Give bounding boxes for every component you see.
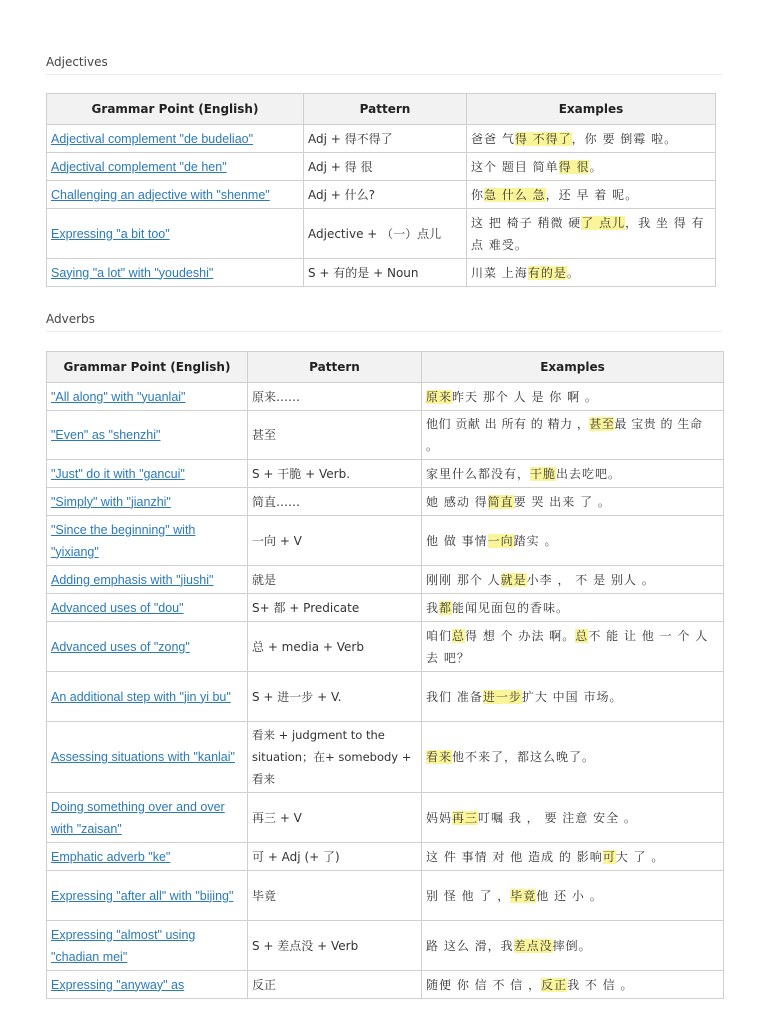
example-cell: 别 怪 他 了 ，毕竟他 还 小 。 — [422, 871, 724, 921]
pattern-cell: 原来…… — [248, 383, 422, 411]
grammar-point-link[interactable]: Doing something over and over with "zaisan" — [51, 799, 225, 836]
table-row — [47, 971, 724, 999]
pattern-cell: 看来 + judgment to the situation；在+ somebody + 看来 — [248, 722, 422, 793]
table-row — [47, 460, 724, 488]
section-title-adverbs: Adverbs — [46, 312, 95, 326]
table-row — [47, 843, 724, 871]
highlight: 总 — [575, 628, 589, 643]
pattern-cell: S + 进一步 + V. — [248, 672, 422, 722]
grammar-point-link[interactable]: An additional step with "jin yi bu" — [51, 689, 231, 704]
pattern-cell: Adjective + （一）点儿 — [304, 209, 467, 259]
header-grammar-point: Grammar Point (English) — [47, 352, 248, 383]
table-row — [47, 516, 724, 566]
example-cell: 路 这么 滑，我差点没摔倒。 — [422, 921, 724, 971]
highlight: 都 — [439, 600, 453, 615]
table-row — [47, 921, 724, 971]
example-cell: 随便 你 信 不 信 ，反正我 不 信 。 — [422, 971, 724, 999]
section-divider — [46, 331, 722, 332]
adjectives-table — [46, 93, 716, 287]
highlight: 可 — [602, 849, 616, 864]
pattern-cell: S + 有的是 + Noun — [304, 259, 467, 287]
highlight: 有的是 — [527, 265, 567, 280]
highlight: 原来 — [426, 389, 453, 404]
pattern-cell: 总 + media + Verb — [248, 622, 422, 672]
grammar-point-link[interactable]: Expressing "after all" with "bijing" — [51, 888, 234, 903]
table-row — [47, 622, 724, 672]
highlight: 毕竟 — [510, 888, 537, 903]
example-cell: 爸爸 气得 不得了，你 要 倒霉 啦。 — [467, 125, 716, 153]
highlight: 了 点儿 — [581, 215, 626, 230]
table-row — [47, 209, 716, 259]
pattern-cell: 简直…… — [248, 488, 422, 516]
example-cell: 他们 贡献 出 所有 的 精力 ，甚至最 宝贵 的 生命 。 — [422, 411, 724, 460]
table-row — [47, 793, 724, 843]
pattern-cell: S + 干脆 + Verb. — [248, 460, 422, 488]
grammar-point-link[interactable]: Adjectival complement "de hen" — [51, 159, 227, 174]
grammar-point-link[interactable]: Adjectival complement "de budeliao" — [51, 131, 254, 146]
header-grammar-point: Grammar Point (English) — [47, 94, 304, 125]
grammar-point-link[interactable]: Expressing "anyway" as — [51, 977, 185, 992]
highlight: 反正 — [541, 977, 568, 992]
example-cell: 咱们总得 想 个 办法 啊。总不 能 让 他 一 个 人 去 吧？ — [422, 622, 724, 672]
example-cell: 她 感动 得简直要 哭 出来 了 。 — [422, 488, 724, 516]
pattern-cell: 再三 + V — [248, 793, 422, 843]
highlight: 简直 — [487, 494, 514, 509]
highlight: 进一步 — [482, 689, 522, 704]
grammar-point-link[interactable]: Adding emphasis with "jiushi" — [51, 572, 214, 587]
example-cell: 看来他不来了，都这么晚了。 — [422, 722, 724, 793]
grammar-point-link[interactable]: "All along" with "yuanlai" — [51, 389, 186, 404]
pattern-cell: 甚至 — [248, 411, 422, 460]
highlight: 干脆 — [530, 466, 557, 481]
grammar-point-link[interactable]: "Even" as "shenzhi" — [51, 428, 161, 442]
grammar-point-link[interactable]: Expressing "almost" using "chadian mei" — [51, 927, 196, 964]
table-row — [47, 488, 724, 516]
highlight: 得 很 — [558, 159, 590, 174]
highlight: 差点没 — [513, 938, 553, 953]
table-row — [47, 411, 724, 460]
grammar-point-link[interactable]: Advanced uses of "zong" — [51, 639, 190, 654]
grammar-point-link[interactable]: "Just" do it with "gancui" — [51, 466, 185, 481]
table-row — [47, 259, 716, 287]
example-cell: 刚刚 那个 人就是小李 ， 不 是 别人 。 — [422, 566, 724, 594]
example-cell: 你急 什么 急，还 早 着 呢。 — [467, 181, 716, 209]
pattern-cell: S + 差点没 + Verb — [248, 921, 422, 971]
table-row — [47, 672, 724, 722]
example-cell: 原来昨天 那个 人 是 你 啊 。 — [422, 383, 724, 411]
pattern-cell: S+ 都 + Predicate — [248, 594, 422, 622]
section-title-adjectives: Adjectives — [46, 55, 108, 69]
grammar-point-link[interactable]: Challenging an adjective with "shenme" — [51, 187, 270, 202]
grammar-point-link[interactable]: Advanced uses of "dou" — [51, 600, 184, 615]
adverbs-table — [46, 351, 724, 999]
highlight: 总 — [452, 628, 466, 643]
example-cell: 川菜 上海有的是。 — [467, 259, 716, 287]
header-pattern: Pattern — [304, 94, 467, 125]
highlight: 就是 — [500, 572, 527, 587]
table-row — [47, 594, 724, 622]
example-cell: 妈妈再三叮嘱 我 ， 要 注意 安全 。 — [422, 793, 724, 843]
highlight: 急 什么 急 — [484, 187, 546, 202]
highlight: 再三 — [452, 810, 479, 825]
highlight: 得 不得了 — [514, 131, 572, 146]
table-row — [47, 181, 716, 209]
highlight: 甚至 — [589, 417, 615, 431]
header-examples: Examples — [422, 352, 724, 383]
table-row — [47, 566, 724, 594]
grammar-point-link[interactable]: Expressing "a bit too" — [51, 226, 170, 241]
grammar-point-link[interactable]: Emphatic adverb "ke" — [51, 849, 171, 864]
pattern-cell: 就是 — [248, 566, 422, 594]
header-pattern: Pattern — [248, 352, 422, 383]
example-cell: 他 做 事情一向踏实 。 — [422, 516, 724, 566]
highlight: 看来 — [426, 750, 453, 764]
table-row — [47, 125, 716, 153]
section-divider — [46, 74, 722, 75]
table-header-row — [47, 352, 724, 383]
example-cell: 我都能闻见面包的香味。 — [422, 594, 724, 622]
table-row — [47, 383, 724, 411]
example-cell: 这 件 事情 对 他 造成 的 影响可大 了 。 — [422, 843, 724, 871]
example-cell: 我们 准备进一步扩大 中国 市场。 — [422, 672, 724, 722]
grammar-point-link[interactable]: "Simply" with "jianzhi" — [51, 494, 171, 509]
pattern-cell: Adj + 什么? — [304, 181, 467, 209]
pattern-cell: 一向 + V — [248, 516, 422, 566]
example-cell: 这个 题目 简单得 很。 — [467, 153, 716, 181]
pattern-cell: 毕竟 — [248, 871, 422, 921]
grammar-point-link[interactable]: "Since the beginning" with "yixiang" — [51, 522, 196, 559]
example-cell: 家里什么都没有，干脆出去吃吧。 — [422, 460, 724, 488]
pattern-cell: 可 + Adj (+ 了) — [248, 843, 422, 871]
header-examples: Examples — [467, 94, 716, 125]
pattern-cell: Adj + 得 很 — [304, 153, 467, 181]
table-row — [47, 153, 716, 181]
grammar-point-link[interactable]: Saying "a lot" with "youdeshi" — [51, 265, 214, 280]
table-row — [47, 871, 724, 921]
pattern-cell: 反正 — [248, 971, 422, 999]
pattern-cell: Adj + 得不得了 — [304, 125, 467, 153]
table-header-row — [47, 94, 716, 125]
example-cell: 这 把 椅子 稍微 硬了 点儿，我 坐 得 有 点 难受。 — [467, 209, 716, 259]
highlight: 一向 — [487, 533, 514, 548]
grammar-point-link[interactable]: Assessing situations with "kanlai" — [51, 750, 235, 764]
table-row — [47, 722, 724, 793]
